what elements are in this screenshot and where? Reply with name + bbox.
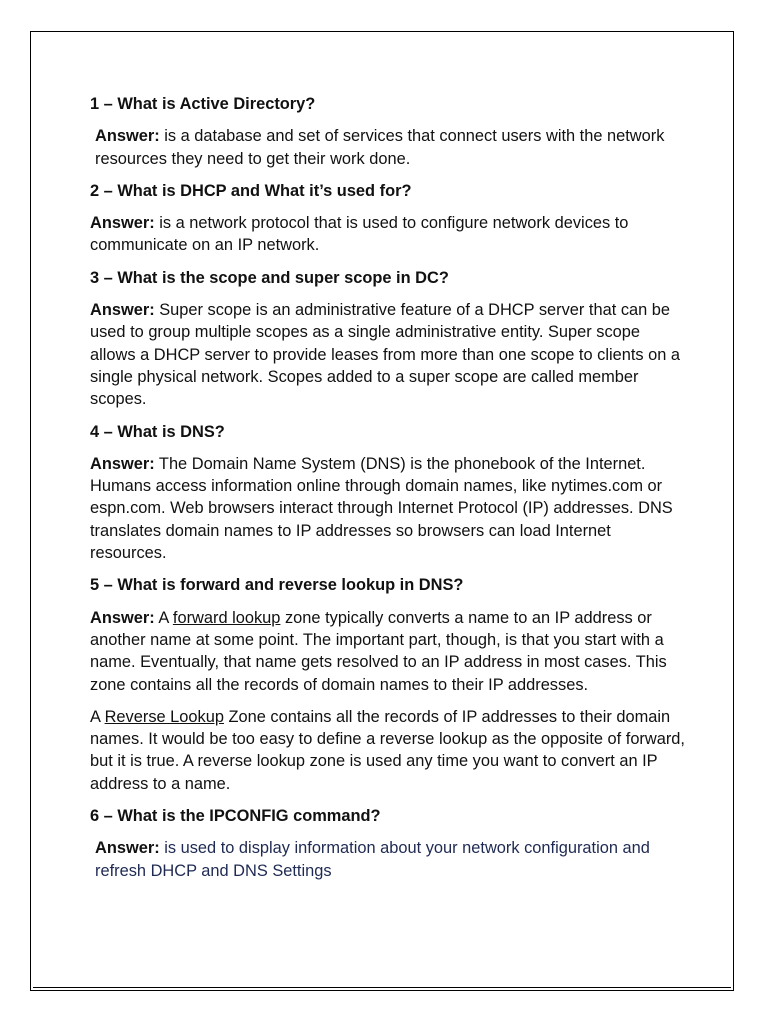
question-6-title: 6 – What is the IPCONFIG command? [90,807,381,826]
question-2-answer [90,212,685,257]
question-5-answer-paragraph-2 [90,706,685,795]
question-6-answer [90,837,685,882]
answer-text-pre: A [154,608,173,627]
forward-lookup-link[interactable]: forward lookup [172,608,281,627]
answer-text-post: zone typically converts a name to an IP address or another name at some point. The important part, though, is that you start with a name. Eventually, that name gets resolved to an IP address in most cases. This zone contains all the records of domain names to their IP addresses. [90,608,667,694]
answer-label: Answer: [90,454,155,473]
answer-label: Answer: [90,608,155,627]
question-4-title: 4 – What is DNS? [90,422,225,441]
qa-content [90,93,685,892]
answer-label: Answer: [95,127,160,146]
reverse-lookup-link[interactable]: Reverse Lookup [104,707,224,726]
paragraph-text-pre: A [90,707,105,726]
question-2-title: 2 – What is DHCP and What it’s used for? [90,181,412,200]
question-1-title: 1 – What is Active Directory? [90,95,316,113]
answer-text: The Domain Name System (DNS) is the phonebook of the Internet. Humans access information online through domain names, like nytimes.com or espn.com. Web browsers interact through Internet Protocol (IP) addresses. DNS translates domain names to IP addresses so browsers can load Internet resources. [90,454,673,563]
answer-text: is a network protocol that is used to configure network devices to communicate on an IP network. [90,214,629,255]
question-4-answer [90,453,685,564]
question-1-answer [90,125,685,170]
answer-label: Answer: [90,301,155,320]
answer-text: is a database and set of services that connect users with the network resources they need to get their work done. [95,127,665,168]
question-5-answer [90,607,685,696]
answer-text: Super scope is an administrative feature of a DHCP server that can be used to group multiple scopes as a single administrative entity. Super scope allows a DHCP server to provide leases from more than one scope to clients on a single physical network. Scopes added to a super scope are called member scopes. [90,301,681,409]
question-3-title: 3 – What is the scope and super scope in DC? [90,268,449,287]
answer-label: Answer: [95,839,160,858]
question-5-title: 5 – What is forward and reverse lookup in DNS? [90,576,464,595]
answer-text: is used to display information about your network configuration and refresh DHCP and DNS Settings [95,839,650,880]
paragraph-text-post: Zone contains all the records of IP addresses to their domain names. It would be too easy to define a reverse lookup as the opposite of forward, but it is true. A reverse lookup zone is used any time you want to convert an IP address to a name. [90,707,685,793]
question-3-answer [90,299,685,410]
answer-label: Answer: [90,214,155,233]
